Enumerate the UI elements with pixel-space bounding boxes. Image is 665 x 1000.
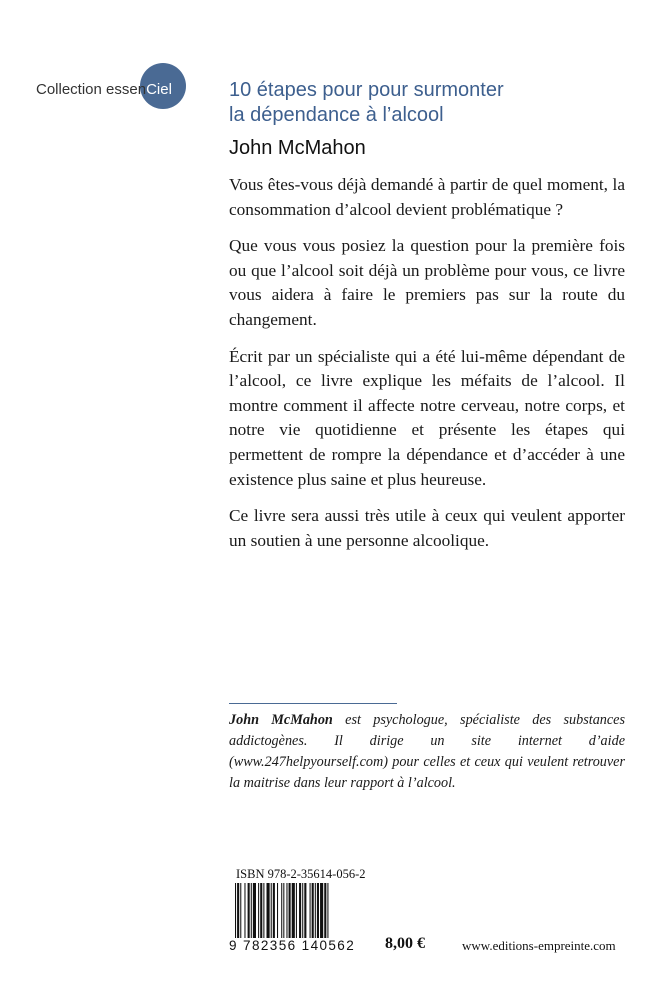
barcode-bar [244,883,245,939]
barcode-bar [258,883,259,939]
blurb-paragraph-4: Ce livre sera aussi très utile à ceux qui veulent apporter un soutien à une personne alcoolique. [229,506,625,550]
bio-author-name: John McMahon [229,712,333,728]
barcode-bar [296,883,297,939]
collection-logo [36,70,172,108]
barcode-bar [240,883,241,939]
barcode-bar [235,883,236,939]
barcode-bar [271,883,272,939]
barcode-bar [299,883,301,939]
barcode-bar [263,883,264,939]
book-title [229,78,504,128]
bio-divider [229,703,397,704]
barcode-bar [277,883,278,939]
barcode-bar [248,883,250,939]
blurb-paragraph-2: Que vous vous posiez la question pour la première fois ou que l’alcool soit déjà un problème pour vous, ce livre vous aidera à faire le premiers pas sur la route du changement. [229,236,625,329]
barcode-bar [251,883,252,939]
barcode-bar [310,883,311,939]
bio-text: est psychologue, spécialiste des substances addictogènes. Il dirige un site internet d’aide (www.247helpyourself.com) pour celles et ceux qui veulent retrouver la maitrise dans leur rapport à l’alcool. [229,712,626,791]
barcode-bar [283,883,284,939]
barcode-bar [237,883,239,939]
barcode-bar [302,883,303,939]
barcode-bar [260,883,262,939]
barcode-bar [312,883,314,939]
publisher-website[interactable]: www.editions-empreinte.com [462,938,616,953]
barcode-bar [327,883,328,939]
barcode-bar [315,883,316,939]
price: 8,00 € [385,935,425,952]
barcode-bar [324,883,326,939]
author-name: John McMahon [229,137,366,159]
collection-prefix: Collection essen [36,80,147,98]
isbn: ISBN 978-2-35614-056-2 [236,867,366,881]
barcode-icon [229,883,367,939]
barcode-bar [292,883,295,939]
blurb-paragraph-1: Vous êtes-vous déjà demandé à partir de quel moment, la consommation d’alcool devient problématique ? [229,175,625,219]
barcode-bar [320,883,323,939]
barcode-bar [317,883,319,939]
barcode-bar [289,883,291,939]
barcode-bar [273,883,275,939]
barcode-bar [304,883,306,939]
book-title-line-1: 10 étapes pour pour surmonter [229,79,504,101]
barcode-bar [267,883,270,939]
barcode-bar [253,883,256,939]
collection-highlight: Ciel [146,80,172,98]
blurb [229,173,625,565]
book-title-line-2: la dépendance à l’alcool [229,104,444,126]
author-bio [229,710,625,794]
blurb-paragraph-3: Écrit par un spécialiste qui a été lui-même dépendant de l’alcool, ce livre explique les méfaits de l’alcool. Il montre comment il affecte notre cerveau, notre corps, et notre vie quotidienne et présente les étapes qui permettent de rompre la dépendance et d’accéder à une existence plus saine et plus heureuse. [229,346,625,489]
barcode-digits: 9 782356 140562 [229,938,369,953]
barcode-bar [286,883,287,939]
barcode-bar [281,883,282,939]
